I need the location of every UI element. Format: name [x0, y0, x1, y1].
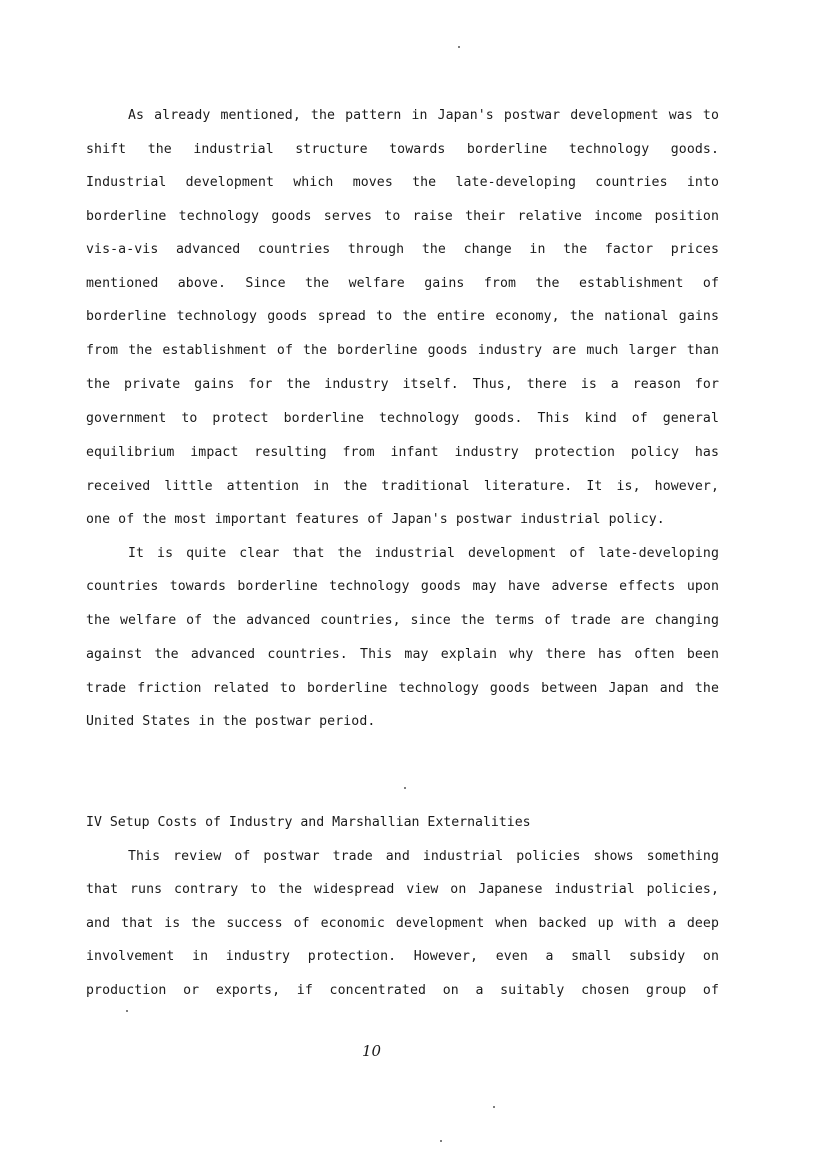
- text-line: from the establishment of the borderline goods industry are much larger than: [86, 343, 719, 358]
- text-line: one of the most important features of Japan's postwar industrial policy.: [86, 512, 665, 527]
- text-line: This review of postwar trade and industrial policies shows something: [128, 849, 719, 864]
- text-line: Industrial development which moves the late-developing countries into: [86, 175, 719, 190]
- text-line: vis-a-vis advanced countries through the change in the factor prices: [86, 242, 719, 257]
- text-line: As already mentioned, the pattern in Japan's postwar development was to: [128, 108, 719, 123]
- text-line: production or exports, if concentrated on a suitably chosen group of: [86, 983, 719, 998]
- text-line: the private gains for the industry itself. Thus, there is a reason for: [86, 377, 719, 392]
- page-number: 10: [362, 1042, 382, 1060]
- scan-speck: [126, 1010, 128, 1012]
- text-line: shift the industrial structure towards borderline technology goods.: [86, 142, 719, 157]
- scan-speck: [440, 1140, 442, 1142]
- text-line: and that is the success of economic development when backed up with a deep: [86, 916, 719, 931]
- text-line: involvement in industry protection. However, even a small subsidy on: [86, 949, 719, 964]
- text-line: against the advanced countries. This may explain why there has often been: [86, 647, 719, 662]
- text-line: countries towards borderline technology goods may have adverse effects upon: [86, 579, 719, 594]
- text-line: the welfare of the advanced countries, since the terms of trade are changing: [86, 613, 719, 628]
- text-line: mentioned above. Since the welfare gains from the establishment of: [86, 276, 719, 291]
- text-line: borderline technology goods spread to the entire economy, the national gains: [86, 309, 719, 324]
- text-line: government to protect borderline technology goods. This kind of general: [86, 411, 719, 426]
- scan-speck: [404, 787, 406, 789]
- text-line: received little attention in the traditional literature. It is, however,: [86, 479, 719, 494]
- text-line: equilibrium impact resulting from infant industry protection policy has: [86, 445, 719, 460]
- text-line: trade friction related to borderline technology goods between Japan and the: [86, 681, 719, 696]
- text-line: It is quite clear that the industrial development of late-developing: [128, 546, 719, 561]
- text-line: United States in the postwar period.: [86, 714, 376, 729]
- section-heading: IV Setup Costs of Industry and Marshallian Externalities: [86, 815, 531, 830]
- text-line: borderline technology goods serves to raise their relative income position: [86, 209, 719, 224]
- text-line: that runs contrary to the widespread view on Japanese industrial policies,: [86, 882, 719, 897]
- scan-speck: [493, 1106, 495, 1108]
- scan-speck: [458, 46, 460, 48]
